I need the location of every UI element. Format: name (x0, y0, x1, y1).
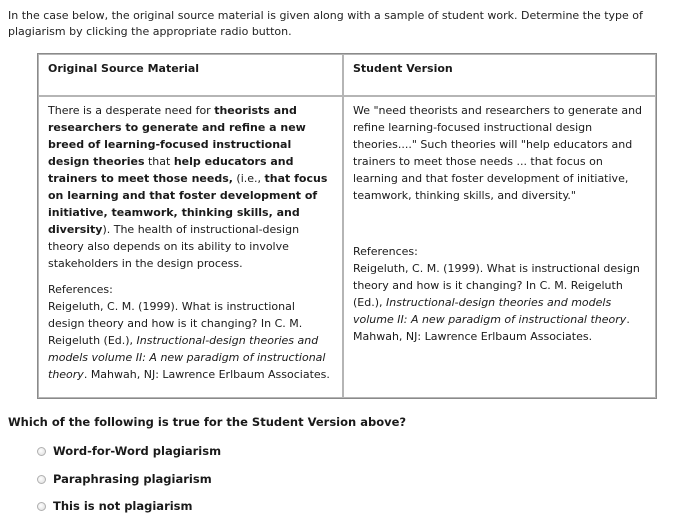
student-version-text: We "need theorists and researchers to generate and refine learning-focused instructional design theories...." Such theories will "help educators and trainers to meet those needs ... that focus on learning and that foster development of initiative, teamwork, thinking skills, and diversity." (353, 104, 643, 202)
option-paraphrasing[interactable] (37, 471, 212, 487)
original-references-label: References: (48, 283, 113, 296)
radio-not-plagiarism[interactable] (37, 502, 46, 511)
option-label[interactable]: This is not plagiarism (53, 499, 193, 513)
radio-paraphrasing[interactable] (37, 475, 46, 484)
student-header: Student Version (353, 62, 453, 75)
original-header-cell (38, 54, 343, 96)
student-header-cell (343, 54, 656, 96)
student-reference-citation: Reigeluth, C. M. (1999). What is instructional design theory and how is it changing? In C. M. Reigeluth (Ed.), Instructional-design theories and models volume II: A new paradigm of instructional theory. Mahwah, NJ: Lawrence Erlbaum Associates. (353, 262, 640, 343)
original-source-text: There is a desperate need for theorists and researchers to generate and refine a new breed of learning-focused instructional design theories that help educators and trainers to meet those needs, (i.e., that focus on learning and that foster development of initiative, teamwork, thinking skills, and diversity). The health of instructional-design theory also depends on its ability to involve stakeholders in the design process. (48, 104, 328, 270)
option-not-plagiarism[interactable] (37, 498, 193, 514)
original-header: Original Source Material (48, 62, 200, 75)
option-word-for-word[interactable] (37, 443, 221, 459)
original-source-cell (38, 96, 343, 398)
question-text: Which of the following is true for the Student Version above? (8, 415, 407, 429)
student-version-cell (343, 96, 656, 398)
original-reference-citation: Reigeluth, C. M. (1999). What is instructional design theory and how is it changing? In C. M. Reigeluth (Ed.), Instructional-design theories and models volume II: A new paradigm of instructional theory. Mahwah, NJ: Lawrence Erlbaum Associates. (48, 300, 330, 381)
option-label[interactable]: Word-for-Word plagiarism (53, 444, 222, 458)
instructions-text: In the case below, the original source material is given along with a sample of student work. Determine the type of plagiarism by clicking the appropriate radio button. (8, 9, 643, 38)
comparison-table (37, 53, 657, 399)
option-label[interactable]: Paraphrasing plagiarism (53, 472, 212, 486)
student-references-label: References: (353, 245, 418, 258)
radio-word-for-word[interactable] (37, 447, 46, 456)
